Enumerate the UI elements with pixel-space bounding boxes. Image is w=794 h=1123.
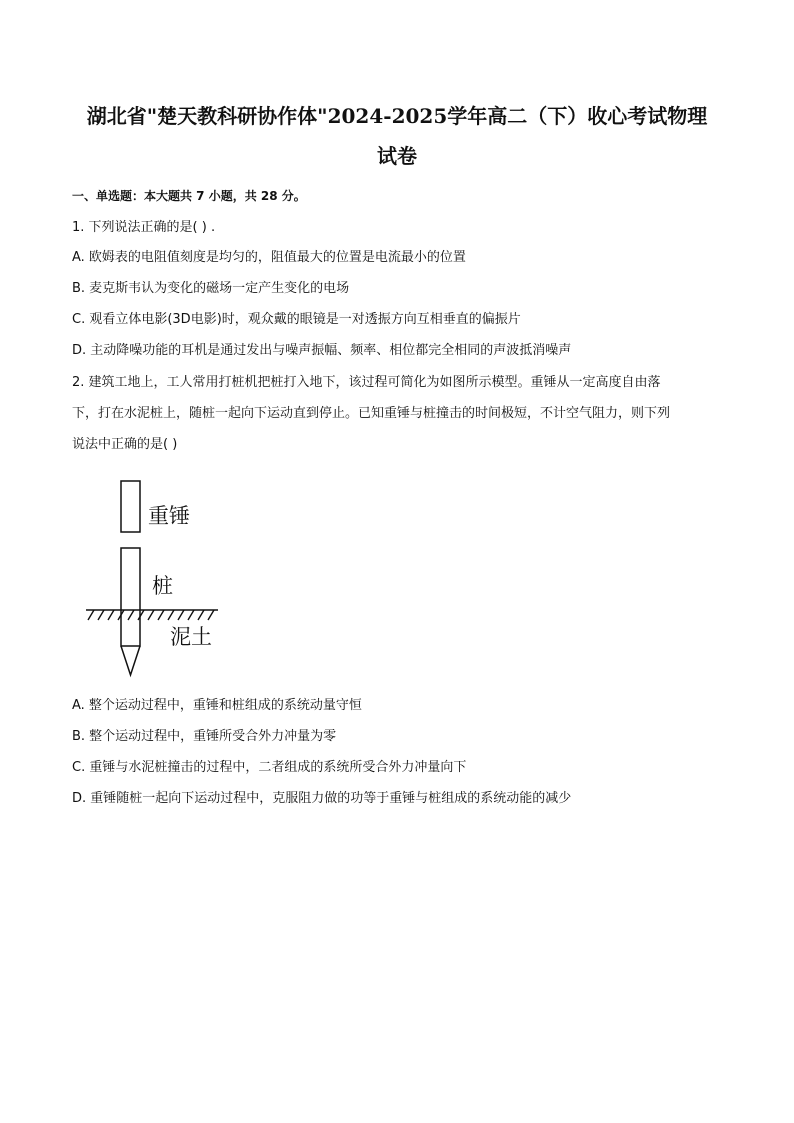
question-1-option-d: D. 主动降噪功能的耳机是通过发出与噪声振幅、频率、相位都完全相同的声波抵消噪声 [72, 343, 572, 358]
question-1-option-c: C. 观看立体电影(3D电影)时，观众戴的眼镜是一对透振方向互相垂直的偏振片 [72, 312, 521, 327]
hammer-label: 重锤 [148, 504, 190, 528]
question-2-option-b: B. 整个运动过程中，重锤所受合外力冲量为零 [72, 729, 337, 744]
soil-label: 泥土 [170, 625, 212, 649]
question-2-option-d: D. 重锤随桩一起向下运动过程中，克服阻力做的功等于重锤与桩组成的系统动能的减少 [72, 791, 572, 806]
pile-label: 桩 [152, 574, 173, 598]
hammer-shape [121, 481, 140, 532]
question-2-stem-line-2: 下，打在水泥桩上，随桩一起向下运动直到停止。已知重锤与桩撞击的时间极短，不计空气阻力，则下列 [72, 406, 671, 421]
document-title [60, 96, 734, 176]
ground-hatching [88, 610, 214, 620]
pile-shape [121, 548, 140, 646]
question-2-stem-line-1: 2. 建筑工地上，工人常用打桩机把桩打入地下，该过程可简化为如图所示模型。重锤从一定高度自由落 [72, 375, 661, 390]
pile-driver-figure [80, 478, 230, 684]
question-2-option-a: A. 整个运动过程中，重锤和桩组成的系统动量守恒 [72, 698, 362, 713]
question-1-option-a: A. 欧姆表的电阻值刻度是均匀的，阻值最大的位置是电流最小的位置 [72, 250, 466, 265]
question-1-stem: 1. 下列说法正确的是( ) . [72, 220, 216, 235]
question-2-stem-line-3: 说法中正确的是( ) [72, 437, 178, 452]
title-line-1: 湖北省"楚天教科研协作体"2024-2025学年高二（下）收心考试物理 [86, 104, 708, 128]
question-2-option-c: C. 重锤与水泥桩撞击的过程中，二者组成的系统所受合外力冲量向下 [72, 760, 467, 775]
question-1-option-b: B. 麦克斯韦认为变化的磁场一定产生变化的电场 [72, 281, 350, 296]
question-2-stem [72, 367, 724, 460]
pile-tip-shape [121, 646, 140, 675]
section-header: 一、单选题：本大题共 7 小题，共 28 分。 [72, 189, 306, 203]
title-line-2: 试卷 [377, 144, 417, 168]
